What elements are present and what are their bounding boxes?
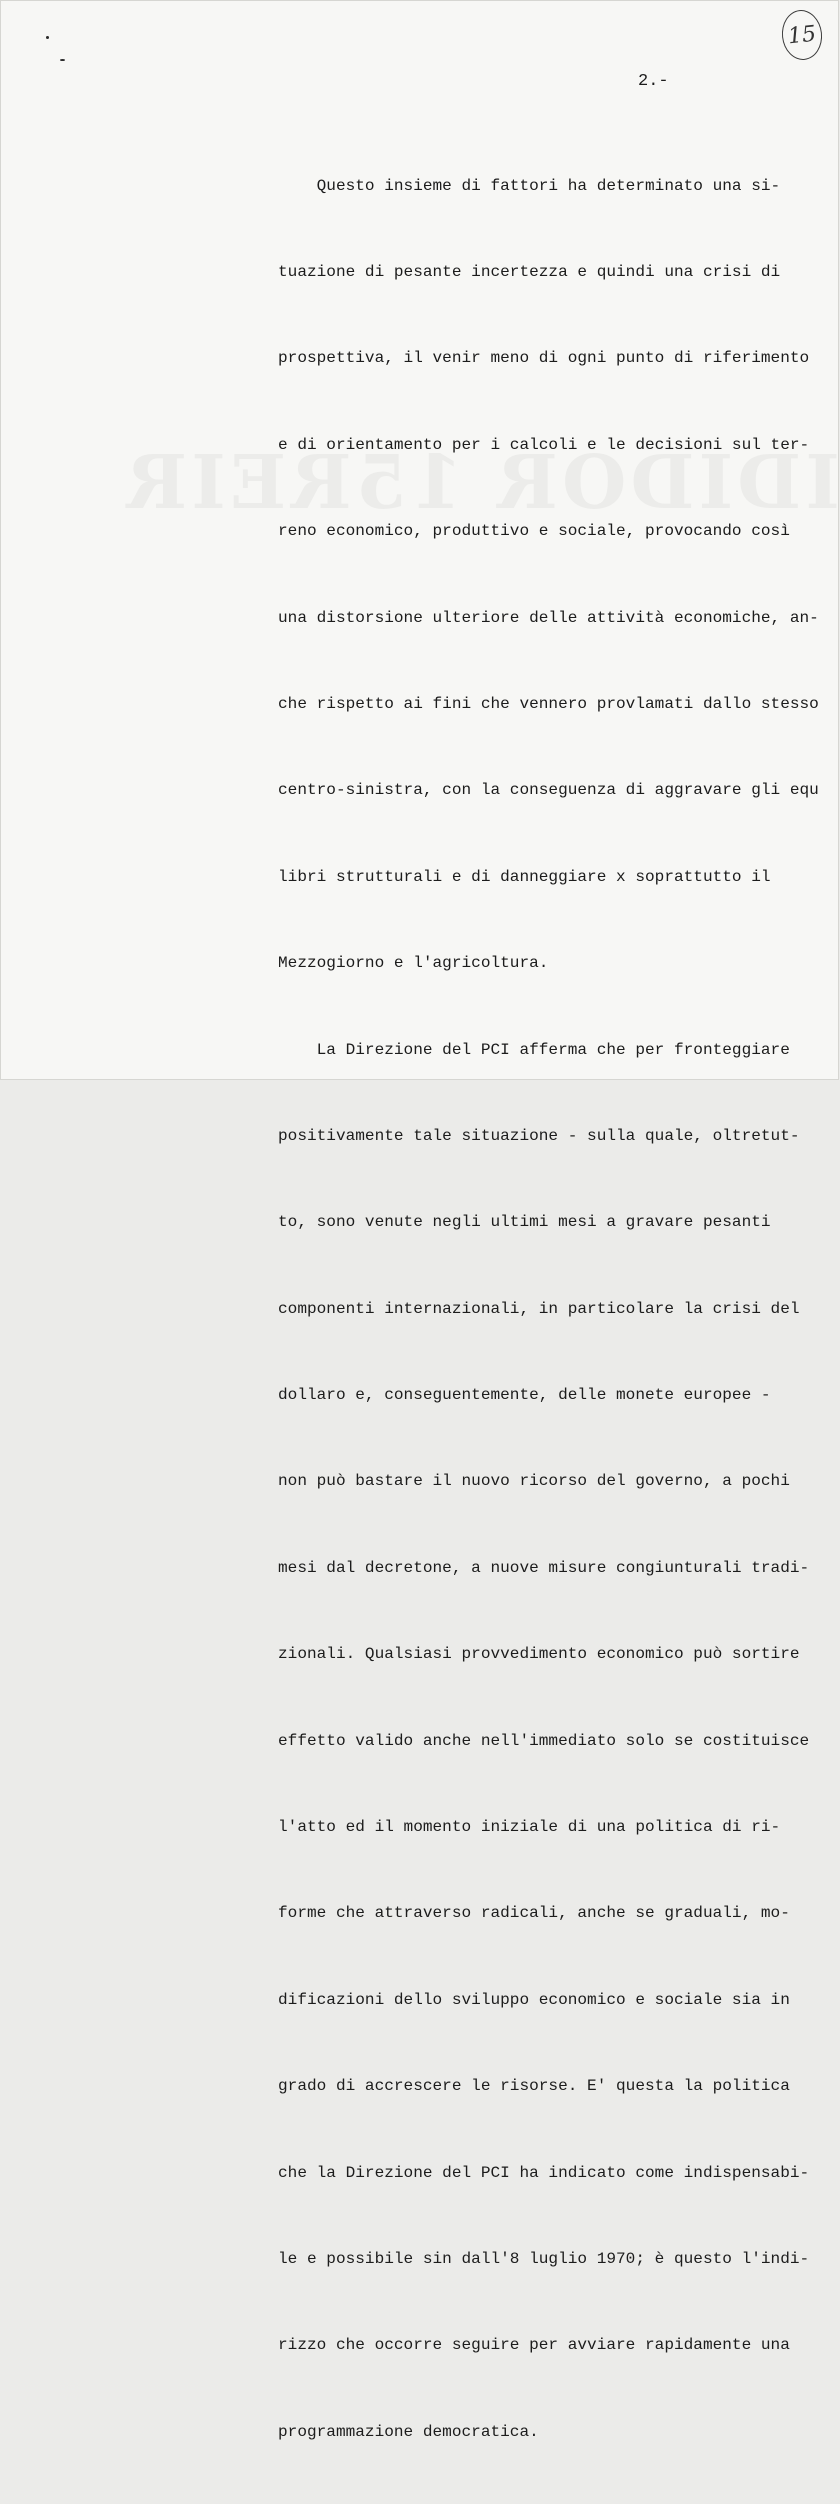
text-line: libri strutturali e di danneggiare x soprattutto il [278, 867, 771, 886]
text-line: che rispetto ai fini che vennero provlamati dallo stesso [278, 694, 819, 713]
text-line: una distorsione ulteriore delle attività economiche, an- [278, 608, 819, 627]
text-line: zionali. Qualsiasi provvedimento economico può sortire [278, 1645, 800, 1664]
text-line: Mezzogiorno e l'agricoltura. [278, 954, 549, 973]
text-line: non può bastare il nuovo ricorso del governo, a pochi [278, 1472, 790, 1491]
text-line: e di orientamento per i calcoli e le decisioni sul ter- [278, 435, 810, 454]
ink-speck [60, 59, 65, 61]
text-line: Questo insieme di fattori ha determinato una si- [278, 176, 781, 195]
text-line: centro-sinistra, con la conseguenza di aggravare gli equ [278, 781, 819, 800]
text-line: le e possibile sin dall'8 luglio 1970; è questo l'indi- [278, 2249, 810, 2268]
page-number: 2.- [638, 72, 669, 91]
text-line: forme che attraverso radicali, anche se graduali, mo- [278, 1904, 790, 1923]
folio-stamp: 15 [779, 8, 824, 62]
text-line: reno economico, produttivo e sociale, provocando così [278, 522, 790, 541]
text-line: dificazioni dello sviluppo economico e sociale sia in [278, 1990, 790, 2009]
text-line: mesi dal decretone, a nuove misure congiunturali tradi- [278, 1558, 810, 1577]
text-line: prospettiva, il venir meno di ogni punto di riferimento [278, 349, 810, 368]
text-line: grado di accrescere le risorse. E' questa la politica [278, 2077, 790, 2096]
text-line: l'atto ed il momento iniziale di una politica di ri- [278, 1818, 781, 1837]
text-line: La Direzione del PCI afferma che per fronteggiare [278, 1040, 790, 1059]
ink-speck [46, 36, 49, 39]
text-line: componenti internazionali, in particolare la crisi del [278, 1299, 800, 1318]
text-line: dollaro e, conseguentemente, delle monete europee - [278, 1386, 771, 1405]
text-line: to, sono venute negli ultimi mesi a gravare pesanti [278, 1213, 771, 1232]
body-text [278, 114, 833, 2504]
text-line: programmazione democratica. [278, 2422, 539, 2441]
text-line: effetto valido anche nell'immediato solo se costituisce [278, 1731, 810, 1750]
text-line: rizzo che occorre seguire per avviare rapidamente una [278, 2336, 790, 2355]
text-line: tuazione di pesante incertezza e quindi una crisi di [278, 262, 781, 281]
text-line: che la Direzione del PCI ha indicato come indispensabi- [278, 2163, 810, 2182]
text-line: positivamente tale situazione - sulla quale, oltretut- [278, 1126, 800, 1145]
